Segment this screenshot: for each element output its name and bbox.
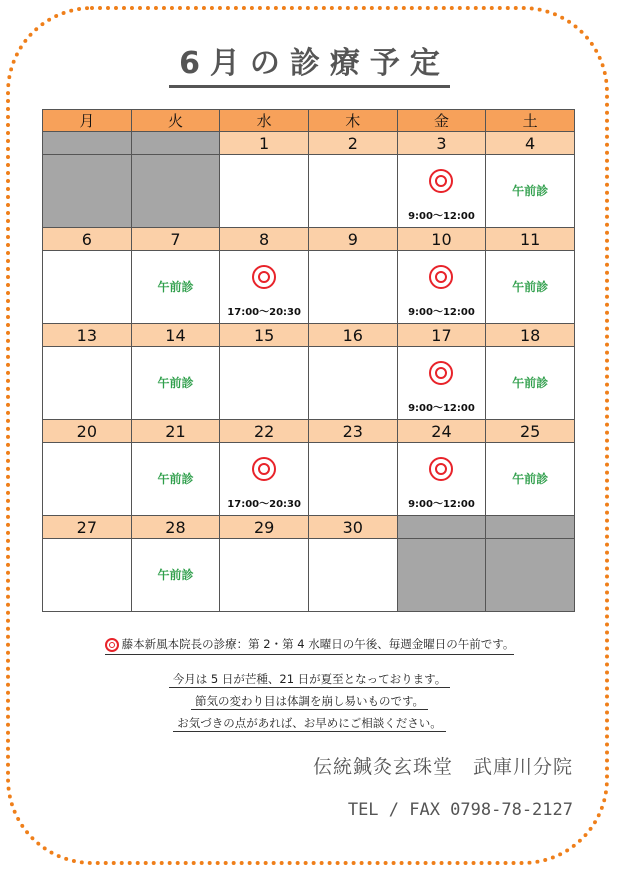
- page-title-wrap: [0, 38, 619, 82]
- date-cell: [397, 516, 486, 539]
- closed-cell: [43, 155, 132, 228]
- morning-session-label: 午前診: [512, 184, 549, 198]
- date-cell: 25: [486, 420, 575, 443]
- date-cell: 14: [131, 324, 220, 347]
- date-row: [43, 420, 575, 443]
- morning-session-label: 午前診: [157, 376, 194, 390]
- date-cell: 27: [43, 516, 132, 539]
- date-cell: 4: [486, 132, 575, 155]
- tel-fax: TEL / FAX 0798-78-2127: [347, 800, 573, 820]
- schedule-cell: [308, 347, 397, 420]
- date-cell: [131, 132, 220, 155]
- date-cell: 13: [43, 324, 132, 347]
- note-line-3: お気づきの点があれば、お早めにご相談ください。: [173, 716, 446, 732]
- date-row: [43, 324, 575, 347]
- weekday-header-row: [43, 110, 575, 132]
- schedule-cell: [308, 251, 397, 324]
- session-time: 17:00～20:30: [227, 307, 301, 318]
- double-circle-icon: [429, 457, 453, 481]
- schedule-cell: [43, 347, 132, 420]
- schedule-row: [43, 443, 575, 516]
- note-line-2: 節気の変わり目は体調を崩し易いものです。: [191, 694, 428, 710]
- double-circle-icon: [429, 361, 453, 385]
- session-time: 9:00～12:00: [408, 307, 475, 318]
- date-row: [43, 228, 575, 251]
- date-cell: [486, 516, 575, 539]
- calendar-body: [43, 132, 575, 612]
- date-cell: 24: [397, 420, 486, 443]
- date-cell: 7: [131, 228, 220, 251]
- closed-cell: [486, 539, 575, 612]
- schedule-row: [43, 347, 575, 420]
- schedule-cell: [308, 155, 397, 228]
- double-circle-icon: [252, 457, 276, 481]
- session-time: 9:00～12:00: [408, 403, 475, 414]
- schedule-cell: [220, 443, 309, 516]
- schedule-cell: [220, 347, 309, 420]
- schedule-cell: [43, 539, 132, 612]
- weekday-fri: 金: [397, 110, 486, 132]
- closed-cell: [397, 539, 486, 612]
- schedule-cell: [131, 347, 220, 420]
- morning-session-label: 午前診: [157, 568, 194, 582]
- schedule-row: [43, 251, 575, 324]
- date-cell: 3: [397, 132, 486, 155]
- date-row: [43, 132, 575, 155]
- date-cell: 17: [397, 324, 486, 347]
- schedule-cell: [220, 155, 309, 228]
- morning-session-label: 午前診: [512, 376, 549, 390]
- date-cell: 9: [308, 228, 397, 251]
- date-cell: 28: [131, 516, 220, 539]
- page-title: 6月の診療予定: [169, 46, 450, 88]
- double-circle-icon: [252, 265, 276, 289]
- weekday-thu: 木: [308, 110, 397, 132]
- date-cell: 18: [486, 324, 575, 347]
- date-cell: 23: [308, 420, 397, 443]
- date-cell: 1: [220, 132, 309, 155]
- date-cell: 2: [308, 132, 397, 155]
- schedule-cell: [131, 539, 220, 612]
- legend-line: [105, 636, 515, 655]
- date-cell: 6: [43, 228, 132, 251]
- morning-session-label: 午前診: [157, 472, 194, 486]
- date-cell: 21: [131, 420, 220, 443]
- date-cell: 15: [220, 324, 309, 347]
- date-cell: 29: [220, 516, 309, 539]
- weekday-wed: 水: [220, 110, 309, 132]
- schedule-cell: [308, 539, 397, 612]
- schedule-cell: [131, 251, 220, 324]
- legend-text: 藤本新風本院長の診療：第 2・第 4 水曜日の午後、毎週金曜日の午前です。: [121, 637, 515, 651]
- weekday-mon: 月: [43, 110, 132, 132]
- schedule-cell: [131, 443, 220, 516]
- date-cell: 30: [308, 516, 397, 539]
- schedule-cell: [486, 347, 575, 420]
- calendar-table: [42, 109, 575, 612]
- note-line-1: 今月は 5 日が芒種、21 日が夏至となっております。: [169, 672, 451, 688]
- morning-session-label: 午前診: [157, 280, 194, 294]
- weekday-tue: 火: [131, 110, 220, 132]
- notes: [0, 671, 619, 737]
- legend: [0, 636, 619, 655]
- weekday-sat: 土: [486, 110, 575, 132]
- morning-session-label: 午前診: [512, 472, 549, 486]
- schedule-cell: [220, 251, 309, 324]
- schedule-cell: [486, 155, 575, 228]
- schedule-row: [43, 155, 575, 228]
- schedule-row: [43, 539, 575, 612]
- date-cell: 16: [308, 324, 397, 347]
- schedule-cell: [397, 251, 486, 324]
- date-cell: 8: [220, 228, 309, 251]
- schedule-cell: [43, 443, 132, 516]
- date-row: [43, 516, 575, 539]
- double-circle-icon: [429, 169, 453, 193]
- session-time: 17:00～20:30: [227, 499, 301, 510]
- double-circle-icon: [105, 638, 119, 652]
- schedule-cell: [220, 539, 309, 612]
- clinic-name: 伝統鍼灸玄珠堂 武庫川分院: [312, 756, 573, 778]
- morning-session-label: 午前診: [512, 280, 549, 294]
- date-cell: 10: [397, 228, 486, 251]
- schedule-cell: [43, 251, 132, 324]
- closed-cell: [131, 155, 220, 228]
- session-time: 9:00～12:00: [408, 211, 475, 222]
- schedule-cell: [397, 155, 486, 228]
- schedule-cell: [397, 347, 486, 420]
- schedule-cell: [486, 251, 575, 324]
- date-cell: 20: [43, 420, 132, 443]
- session-time: 9:00～12:00: [408, 499, 475, 510]
- schedule-cell: [486, 443, 575, 516]
- date-cell: 22: [220, 420, 309, 443]
- date-cell: [43, 132, 132, 155]
- date-cell: 11: [486, 228, 575, 251]
- schedule-cell: [397, 443, 486, 516]
- double-circle-icon: [429, 265, 453, 289]
- schedule-cell: [308, 443, 397, 516]
